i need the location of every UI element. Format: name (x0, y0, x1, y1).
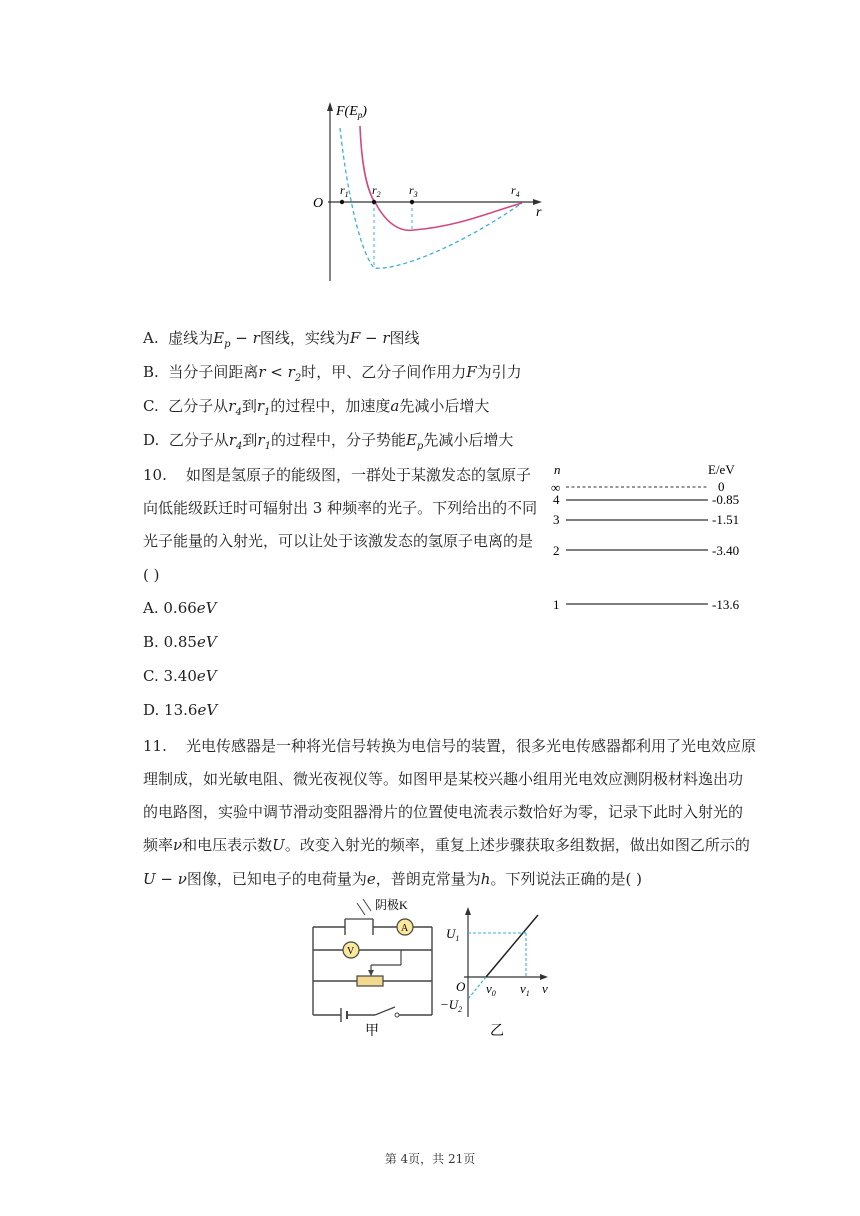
r3-label: $r_3$ (409, 183, 418, 199)
q11-line-3: 的电路图，实验中调节滑动变阻器滑片的位置使电流表示数恰好为零，记录下此时入射光的 (143, 803, 744, 821)
q10-option-c[interactable]: C. 3.40eV (143, 667, 217, 685)
circuit-caption: 甲 (365, 1024, 379, 1039)
r2-label: $r_2$ (372, 183, 381, 199)
r2-point (372, 200, 376, 204)
q11-line-5: U − ν图像，已知电子的电荷量为e，普朗克常量为h。下列说法正确的是( ) (143, 870, 642, 888)
u-v-line (486, 915, 538, 977)
level-inf-e: 0 (718, 479, 725, 494)
u-v-graph (440, 905, 565, 1040)
rheostat (357, 976, 383, 986)
switch-contact (395, 1013, 399, 1017)
x-axis-arrow (540, 974, 548, 980)
r4-label: $r_4$ (511, 183, 520, 199)
voltmeter-label: V (347, 946, 355, 957)
origin-label: O (313, 196, 324, 211)
level-2-e: -3.40 (712, 543, 740, 558)
v0-label: $\nu_0$ (486, 981, 496, 998)
q11-line-1: 11. 光电传感器是一种将光信号转换为电信号的装置，很多光电传感器都利用了光电效应原 (143, 737, 756, 755)
q10-line-3: 光子能量的入射光，可以让处于该激发态的氢原子电离的是 (143, 532, 534, 550)
u2-label: $-U_2$ (440, 997, 463, 1014)
graph-caption: 乙 (490, 1024, 504, 1039)
level-2-n: 2 (553, 543, 560, 558)
rheostat-arrow (368, 970, 374, 976)
force-potential-graph (300, 96, 560, 286)
page-footer: 第 4页，共 21页 (384, 1152, 476, 1166)
circuit-diagram (305, 895, 445, 1040)
potential-curve-dashed (340, 128, 522, 268)
level-4-n: 4 (553, 492, 560, 507)
q9-option-d[interactable]: D. 乙分子从$r_4$到$r_1$的过程中，分子势能$E_p$先减小后增大 (143, 431, 514, 452)
level-4-e: -0.85 (712, 492, 740, 507)
x-axis-label: r (536, 205, 542, 220)
q9-option-b[interactable]: B. 当分子间距离$r < r_2$时，甲、乙分子间作用力F为引力 (143, 363, 522, 384)
q10-line-2: 向低能级跃迁时可辐射出 3 种频率的光子。下列给出的不同 (143, 499, 538, 517)
e-header: E/eV (708, 462, 735, 477)
r3-point (410, 200, 414, 204)
cathode-label: 阴极K (375, 898, 408, 912)
level-1-e: -13.6 (712, 597, 740, 612)
q10-option-a[interactable]: A. 0.66eV (143, 599, 217, 617)
q10-line-4: ( ) (143, 566, 160, 584)
q11-line-2: 理制成，如光敏电阻、微光夜视仪等。如图甲是某校兴趣小组用光电效应测阴极材料逸出功 (143, 770, 744, 788)
y-axis-arrow (327, 102, 333, 111)
level-1-n: 1 (553, 597, 560, 612)
level-3-n: 3 (553, 512, 560, 527)
u1-label: $U_1$ (446, 926, 460, 943)
light-arrow (357, 903, 365, 915)
q10-option-d[interactable]: D. 13.6eV (143, 701, 218, 719)
origin-label: O (456, 979, 466, 994)
force-curve-solid (360, 126, 522, 230)
energy-level-diagram (548, 460, 758, 615)
r1-point (340, 200, 344, 204)
q11-line-4: 频率ν和电压表示数U。改变入射光的频率，重复上述步骤获取多组数据，做出如图乙所示的 (143, 836, 750, 854)
ammeter-label: A (401, 923, 409, 934)
r1-label: $r_1$ (340, 183, 349, 199)
q10-line-1: 10. 如图是氢原子的能级图，一群处于某激发态的氢原子 (143, 466, 531, 484)
light-arrow (363, 899, 371, 911)
v1-label: $\nu_1$ (520, 981, 530, 998)
q9-option-c[interactable]: C. 乙分子从$r_4$到$r_1$的过程中，加速度a先减小后增大 (143, 397, 490, 418)
q9-option-a[interactable]: A. 虚线为$E_p - r$图线，实线为F − r图线 (143, 329, 420, 350)
x-axis-label: ν (542, 981, 548, 996)
y-axis-label: $F(E_p)$ (336, 104, 367, 120)
n-header: n (554, 462, 561, 477)
level-3-e: -1.51 (712, 512, 740, 527)
u-v-extension (468, 977, 486, 999)
switch (375, 1007, 395, 1015)
y-axis-arrow (465, 907, 471, 915)
level-inf-n: ∞ (551, 480, 561, 495)
q10-option-b[interactable]: B. 0.85eV (143, 633, 217, 651)
